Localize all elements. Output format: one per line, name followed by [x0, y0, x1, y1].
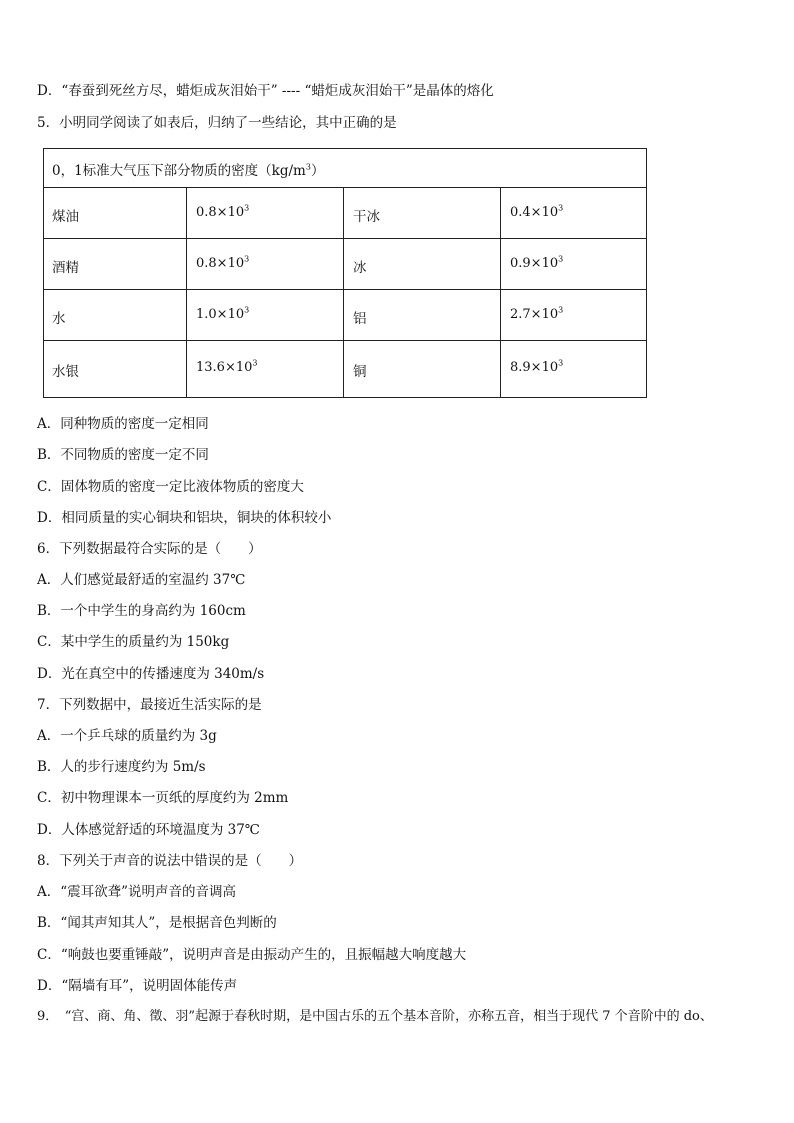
table-cell: $1.0\times 10^3$ — [196, 305, 250, 322]
table-cell: $0.8\times 10^3$ — [196, 203, 250, 220]
table-cell: $0.9\times 10^3$ — [510, 254, 564, 271]
q7-stem: 7．下列数据中，最接近生活实际的是 — [37, 697, 262, 713]
q4-option-d: D．“春蚕到死丝方尽，蜡炬成灰泪始干” ---- “蜡炬成灰泪始干”是晶体的熔化 — [37, 83, 494, 99]
q6-option-d: D．光在真空中的传播速度为 340m/s — [37, 666, 265, 682]
table-title-text: 0，1标准大气压下部分物质的密度（kg/m — [52, 163, 306, 179]
table-cell: 水 — [52, 311, 66, 327]
density-table — [43, 148, 647, 398]
row-line — [43, 238, 647, 239]
table-cell: $2.7\times 10^3$ — [510, 305, 564, 322]
table-cell: $8.9\times 10^3$ — [510, 358, 564, 375]
col-line — [186, 187, 187, 398]
q5-option-c: C．固体物质的密度一定比液体物质的密度大 — [37, 479, 304, 495]
q8-option-a: A．“震耳欲聋”说明声音的音调高 — [37, 884, 237, 900]
q9-stem: 9． “宫、商、角、徵、羽”起源于春秋时期，是中国古乐的五个基本音阶，亦称五音，相当于现代 7 个音阶中的 do、 — [37, 1009, 713, 1024]
table-cell: 冰 — [353, 260, 367, 276]
table-cell: $0.8\times 10^3$ — [196, 254, 250, 271]
q6-option-c: C．某中学生的质量约为 150kg — [37, 634, 230, 650]
q6-option-a: A．人们感觉最舒适的室温约 37℃ — [37, 572, 246, 588]
q8-option-d: D．“隔墙有耳”，说明固体能传声 — [37, 978, 238, 994]
table-cell: 水银 — [52, 364, 79, 380]
table-cell: 铝 — [353, 311, 367, 327]
table-title-sup: 3 — [305, 162, 311, 172]
table-title — [52, 159, 324, 179]
table-cell: 酒精 — [52, 260, 79, 276]
q7-option-b: B．人的步行速度约为 5m/s — [37, 759, 206, 775]
q5-option-a: A．同种物质的密度一定相同 — [37, 416, 209, 432]
row-line — [43, 340, 647, 341]
row-line — [43, 289, 647, 290]
q6-option-b: B．一个中学生的身高约为 160cm — [37, 603, 246, 619]
row-line — [43, 187, 647, 188]
col-line — [343, 187, 344, 398]
table-title-end: ） — [310, 163, 325, 179]
q7-option-d: D．人体感觉舒适的环境温度为 37℃ — [37, 822, 260, 838]
q6-stem: 6．下列数据最符合实际的是（ ） — [37, 541, 262, 557]
table-cell: $0.4\times 10^3$ — [510, 203, 564, 220]
q8-option-c: C．“响鼓也要重锤敲”，说明声音是由振动产生的，且振幅越大响度越大 — [37, 947, 467, 963]
table-cell: 铜 — [353, 364, 367, 380]
table-cell: $13.6\times 10^3$ — [196, 358, 258, 375]
q7-option-a: A．一个乒乓球的质量约为 3g — [37, 728, 217, 744]
q5-stem: 5．小明同学阅读了如表后，归纳了一些结论，其中正确的是 — [37, 115, 397, 131]
q5-option-b: B．不同物质的密度一定不同 — [37, 447, 209, 463]
q8-stem: 8．下列关于声音的说法中错误的是（ ） — [37, 853, 303, 869]
q7-option-c: C．初中物理课本一页纸的厚度约为 2mm — [37, 790, 289, 806]
q5-option-d: D．相同质量的实心铜块和铝块，铜块的体积较小 — [37, 510, 332, 526]
table-cell: 干冰 — [353, 209, 380, 225]
table-cell: 煤油 — [52, 209, 79, 225]
col-line — [500, 187, 501, 398]
q8-option-b: B．“闻其声知其人”，是根据音色判断的 — [37, 915, 277, 931]
